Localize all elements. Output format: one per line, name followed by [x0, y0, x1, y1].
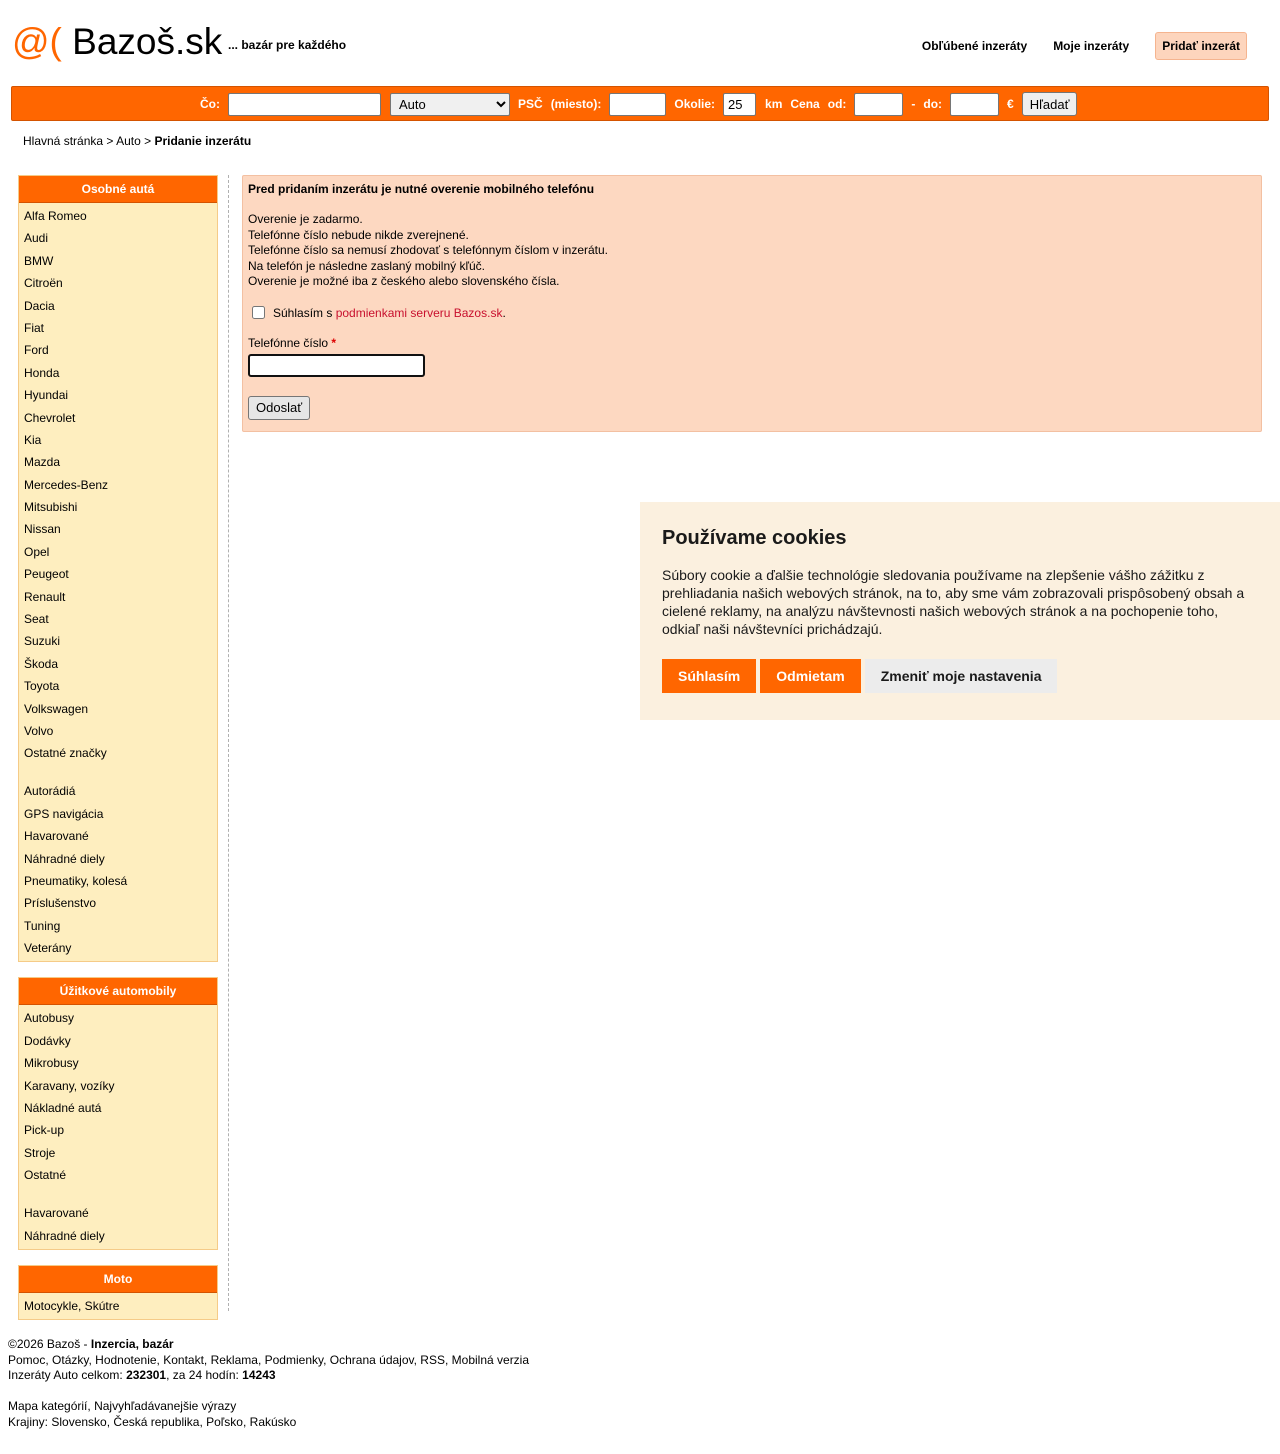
sidebar-item-mercedes-benz-link[interactable]: Mercedes-Benz	[24, 477, 109, 492]
sidebar-item-toyota-link[interactable]: Toyota	[24, 679, 60, 694]
psc-label: PSČ	[518, 97, 543, 111]
currency-label: €	[1007, 97, 1014, 111]
column-divider	[228, 175, 229, 1311]
price-to-label: do:	[923, 97, 943, 111]
sidebar-item-nahradne-diely-link[interactable]: Náhradné diely	[24, 851, 105, 866]
cookie-accept-button[interactable]: Súhlasím	[662, 659, 756, 693]
search-button[interactable]: Hľadať	[1022, 92, 1078, 116]
sidebar-item-pick-up	[24, 1119, 217, 1141]
sidebar-item-pick-up-link[interactable]: Pick-up	[24, 1123, 65, 1138]
footer-map-link[interactable]: Mapa kategórií	[8, 1399, 88, 1414]
footer-link-rss[interactable]: RSS	[420, 1352, 445, 1367]
sidebar-item-volvo-link[interactable]: Volvo	[24, 723, 54, 738]
sidebar-item-suzuki-link[interactable]: Suzuki	[24, 634, 61, 649]
sidebar-item-stroje	[24, 1142, 217, 1164]
country-link-slovensko[interactable]: Slovensko	[51, 1414, 107, 1429]
nav-add-ad-button[interactable]: Pridať inzerát	[1155, 32, 1247, 60]
footer-countries: Krajiny: Slovensko, Česká republika, Poľsko, Rakúsko	[8, 1414, 297, 1429]
submit-button[interactable]: Odoslať	[248, 396, 310, 420]
cookie-reject-button[interactable]: Odmietam	[760, 659, 860, 693]
sidebar-item-renault-link[interactable]: Renault	[24, 589, 66, 604]
sidebar-item-kia	[24, 429, 217, 451]
sidebar-item-mikrobusy-link[interactable]: Mikrobusy	[24, 1056, 79, 1071]
sidebar-item-nahradne-diely-link[interactable]: Náhradné diely	[24, 1228, 105, 1243]
required-mark: *	[331, 335, 337, 350]
sidebar-box-moto	[18, 1265, 218, 1320]
sidebar-list-moto	[19, 1293, 217, 1319]
sidebar-item-havarovane-link[interactable]: Havarované	[24, 829, 89, 844]
sidebar	[18, 175, 218, 1335]
sidebar-item-peugeot-link[interactable]: Peugeot	[24, 567, 69, 582]
sidebar-item-havarovane	[24, 825, 217, 847]
cookie-banner	[640, 502, 1280, 720]
breadcrumb-category[interactable]: Auto	[116, 134, 141, 148]
search-what-input[interactable]	[228, 93, 381, 116]
info-line: Overenie je možné iba z českého alebo slovenského čísla.	[248, 274, 560, 288]
sidebar-item-alfa-romeo-link[interactable]: Alfa Romeo	[24, 209, 87, 223]
sidebar-item-ostatne	[24, 1164, 217, 1186]
sidebar-item-bmw-link[interactable]: BMW	[24, 253, 54, 268]
price-from-label: od:	[827, 97, 847, 111]
top-nav	[896, 32, 1247, 60]
sidebar-item-karavany-voziky-link[interactable]: Karavany, vozíky	[24, 1078, 115, 1093]
logo-at-icon: @(	[12, 21, 62, 62]
sidebar-item-ostatne-znacky-link[interactable]: Ostatné značky	[24, 746, 107, 761]
sidebar-list-osobne	[19, 203, 217, 961]
cookie-title: Používame cookies	[662, 527, 847, 549]
sidebar-item-motocykle-skutre	[24, 1295, 217, 1317]
sidebar-item-volvo	[24, 720, 217, 742]
country-link-polsko[interactable]: Poľsko	[206, 1414, 243, 1429]
km-label: km	[765, 97, 783, 111]
sidebar-item-nahradne-diely	[24, 1225, 217, 1247]
sidebar-item-dacia	[24, 295, 217, 317]
sidebar-box-osobne	[18, 175, 218, 962]
footer-link-reklama[interactable]: Reklama	[210, 1352, 258, 1367]
sidebar-item-nahradne-diely	[24, 848, 217, 870]
footer-copyright-line	[8, 1337, 529, 1353]
sidebar-item-nakladne-auta	[24, 1097, 217, 1119]
verification-title: Pred pridaním inzerátu je nutné overenie mobilného telefónu	[248, 182, 595, 196]
breadcrumb-separator: >	[106, 134, 114, 148]
phone-input[interactable]	[248, 354, 425, 377]
sidebar-item-prislusenstvo-link[interactable]: Príslušenstvo	[24, 896, 97, 911]
sidebar-item-opel	[24, 541, 217, 563]
sidebar-item-mercedes-benz	[24, 474, 217, 496]
sidebar-item-ford	[24, 339, 217, 361]
search-what-label: Čo:	[200, 97, 220, 111]
sidebar-item-skoda	[24, 653, 217, 675]
logo-text: Bazoš.sk	[72, 21, 223, 62]
sidebar-item-fiat-link[interactable]: Fiat	[24, 320, 45, 335]
footer-link-ochrana-udajov[interactable]: Ochrana údajov	[329, 1352, 414, 1367]
sidebar-item-veterany-link[interactable]: Veterány	[24, 941, 72, 956]
terms-suffix: .	[502, 305, 506, 320]
sidebar-item-nissan-link[interactable]: Nissan	[24, 522, 61, 537]
country-link-rakusko[interactable]: Rakúsko	[249, 1414, 297, 1429]
price-from-input[interactable]	[854, 93, 903, 116]
header	[0, 0, 1280, 86]
sidebar-item-honda	[24, 362, 217, 384]
sidebar-item-ostatne-link[interactable]: Ostatné	[24, 1168, 67, 1183]
sidebar-item-ford-link[interactable]: Ford	[24, 343, 49, 358]
sidebar-item-mazda-link[interactable]: Mazda	[24, 455, 61, 470]
sidebar-item-pneumatiky-kolesa	[24, 870, 217, 892]
sidebar-item-toyota	[24, 675, 217, 697]
sidebar-item-audi	[24, 227, 217, 249]
info-line: Telefónne číslo sa nemusí zhodovať s telefónnym číslom v inzerátu.	[248, 243, 609, 257]
footer-map-line: Mapa kategórií, Najvyhľadávanejšie výrazy	[8, 1399, 237, 1414]
sidebar-item-autobusy-link[interactable]: Autobusy	[24, 1011, 75, 1026]
sidebar-item-mikrobusy	[24, 1052, 217, 1074]
sidebar-item-seat	[24, 608, 217, 630]
sidebar-item-chevrolet-link[interactable]: Chevrolet	[24, 410, 76, 425]
tagline: ... bazár pre každého	[228, 38, 347, 52]
sidebar-item-tuning-link[interactable]: Tuning	[24, 918, 61, 933]
footer-link-hodnotenie[interactable]: Hodnotenie	[95, 1352, 157, 1367]
sidebar-item-dodavky	[24, 1030, 217, 1052]
sidebar-item-havarovane-link[interactable]: Havarované	[24, 1206, 89, 1221]
footer-link-podmienky[interactable]: Podmienky	[264, 1352, 324, 1367]
terms-agreement	[248, 306, 1256, 320]
sidebar-item-kia-link[interactable]: Kia	[24, 432, 42, 447]
sidebar-heading-moto[interactable]: Moto	[19, 1266, 217, 1293]
sidebar-item-autoradia	[24, 780, 217, 802]
sidebar-item-skoda-link[interactable]: Škoda	[24, 656, 59, 671]
sidebar-item-hyundai	[24, 384, 217, 406]
sidebar-item-hyundai-link[interactable]: Hyundai	[24, 388, 69, 403]
breadcrumb-current: Pridanie inzerátu	[154, 134, 252, 148]
footer-link-pomoc[interactable]: Pomoc	[8, 1352, 46, 1367]
stats-prefix: Inzeráty Auto celkom:	[8, 1368, 127, 1383]
footer-link-mobilna-verzia[interactable]: Mobilná verzia	[451, 1352, 530, 1367]
stats-day: 14243	[242, 1368, 276, 1383]
sidebar-item-mitsubishi-link[interactable]: Mitsubishi	[24, 500, 78, 515]
price-dash: -	[911, 97, 916, 111]
phone-verification-panel	[242, 175, 1262, 432]
footer-links: Pomoc, Otázky, Hodnotenie, Kontakt, Reklama, Podmienky, Ochrana údajov, RSS, Mobilná verzia	[8, 1352, 530, 1367]
sidebar-heading-uzitkove[interactable]: Úžitkové automobily	[19, 978, 217, 1005]
sidebar-item-veterany	[24, 937, 217, 959]
info-line: Na telefón je následne zaslaný mobilný kľúč.	[248, 258, 485, 273]
sidebar-item-havarovane	[24, 1202, 217, 1224]
sidebar-item-tuning	[24, 915, 217, 937]
terms-link[interactable]: podmienkami serveru Bazos.sk	[335, 305, 503, 320]
sidebar-item-gps-navigacia-link[interactable]: GPS navigácia	[24, 806, 104, 821]
info-line: Overenie je zadarmo.	[248, 212, 363, 226]
phone-label-text: Telefónne číslo	[248, 335, 329, 350]
sidebar-item-ostatne-znacky	[24, 742, 217, 764]
sidebar-item-autoradia-link[interactable]: Autorádiá	[24, 784, 76, 799]
verification-info	[248, 212, 1256, 290]
footer	[8, 1337, 529, 1430]
country-link-ceska-republika[interactable]: Česká republika	[113, 1414, 200, 1429]
footer-brand: Inzercia, bazár	[90, 1337, 174, 1351]
sidebar-item-volkswagen-link[interactable]: Volkswagen	[24, 701, 89, 716]
sidebar-item-mitsubishi	[24, 496, 217, 518]
sidebar-item-bmw	[24, 250, 217, 272]
sidebar-item-gps-navigacia	[24, 803, 217, 825]
sidebar-item-honda-link[interactable]: Honda	[24, 365, 60, 380]
cookie-settings-button[interactable]: Zmeniť moje nastavenia	[865, 659, 1058, 693]
breadcrumb-home[interactable]: Hlavná stránka	[23, 134, 104, 148]
sidebar-item-renault	[24, 586, 217, 608]
price-to-input[interactable]	[950, 93, 999, 116]
sidebar-item-stroje-link[interactable]: Stroje	[24, 1145, 56, 1160]
sidebar-item-seat-link[interactable]: Seat	[24, 612, 49, 627]
footer-copyright: ©2026 Bazoš -	[8, 1337, 91, 1351]
psc-miesto-label: (miesto):	[550, 97, 602, 111]
info-line: Telefónne číslo nebude nikde zverejnené.	[248, 227, 469, 242]
sidebar-item-citroen-link[interactable]: Citroën	[24, 276, 63, 291]
cookie-buttons	[662, 659, 1258, 693]
terms-prefix: Súhlasím s	[273, 305, 333, 320]
nav-my-ads[interactable]: Moje inzeráty	[1053, 39, 1130, 53]
sidebar-item-pneumatiky-kolesa-link[interactable]: Pneumatiky, kolesá	[24, 873, 128, 888]
sidebar-box-uzitkove	[18, 977, 218, 1250]
okolie-label: Okolie:	[674, 97, 716, 111]
sidebar-item-opel-link[interactable]: Opel	[24, 544, 50, 559]
breadcrumb-separator: >	[144, 134, 152, 148]
footer-link-kontakt[interactable]: Kontakt	[163, 1352, 204, 1367]
sidebar-item-nissan	[24, 518, 217, 540]
footer-spacer	[8, 1384, 529, 1400]
sidebar-heading-osobne[interactable]: Osobné autá	[19, 176, 217, 203]
sidebar-item-nakladne-auta-link[interactable]: Nákladné autá	[24, 1101, 102, 1116]
sidebar-list-uzitkove	[19, 1005, 217, 1249]
sidebar-item-prislusenstvo	[24, 892, 217, 914]
cookie-text: Súbory cookie a ďalšie technológie sledovania používame na zlepšenie vášho zážitku z prehliadania našich webových stránok, na to, aby sme vám zobrazovali prispôsobený obsah a cielené reklamy, na analýzu návštevnosti našich webových stránok a na pochopenie toho, odkiaľ naši návštevníci prichádzajú.	[662, 567, 1245, 637]
stats-mid: , za 24 hodín:	[166, 1368, 243, 1383]
cena-label: Cena	[790, 97, 820, 111]
sidebar-item-audi-link[interactable]: Audi	[24, 231, 49, 246]
terms-checkbox[interactable]	[252, 306, 265, 319]
sidebar-item-alfa-romeo	[24, 205, 217, 227]
sidebar-item-fiat	[24, 317, 217, 339]
nav-favorites[interactable]: Obľúbené inzeráty	[921, 39, 1028, 53]
phone-label	[248, 336, 1256, 350]
psc-input[interactable]	[609, 93, 666, 116]
search-bar	[11, 86, 1269, 121]
sidebar-item-autobusy	[24, 1007, 217, 1029]
sidebar-gap	[24, 765, 217, 781]
breadcrumb	[23, 134, 251, 148]
stats-total: 232301	[126, 1368, 167, 1383]
sidebar-item-volkswagen	[24, 698, 217, 720]
sidebar-item-suzuki	[24, 630, 217, 652]
sidebar-gap	[24, 1187, 217, 1203]
sidebar-item-motocykle-skutre-link[interactable]: Motocykle, Skútre	[24, 1298, 120, 1313]
countries-label: Krajiny:	[8, 1414, 52, 1429]
footer-link-otazky[interactable]: Otázky	[52, 1352, 89, 1367]
footer-stats	[8, 1368, 529, 1384]
category-select[interactable]	[390, 93, 510, 116]
sidebar-item-mazda	[24, 451, 217, 473]
sidebar-item-karavany-voziky	[24, 1075, 217, 1097]
sidebar-item-citroen	[24, 272, 217, 294]
footer-popular-link[interactable]: Najvyhľadávanejšie výrazy	[94, 1399, 237, 1414]
site-logo[interactable]	[12, 20, 222, 64]
okolie-input[interactable]	[723, 93, 756, 116]
sidebar-item-chevrolet	[24, 407, 217, 429]
sidebar-item-dacia-link[interactable]: Dacia	[24, 298, 55, 313]
sidebar-item-dodavky-link[interactable]: Dodávky	[24, 1033, 71, 1048]
sidebar-item-peugeot	[24, 563, 217, 585]
